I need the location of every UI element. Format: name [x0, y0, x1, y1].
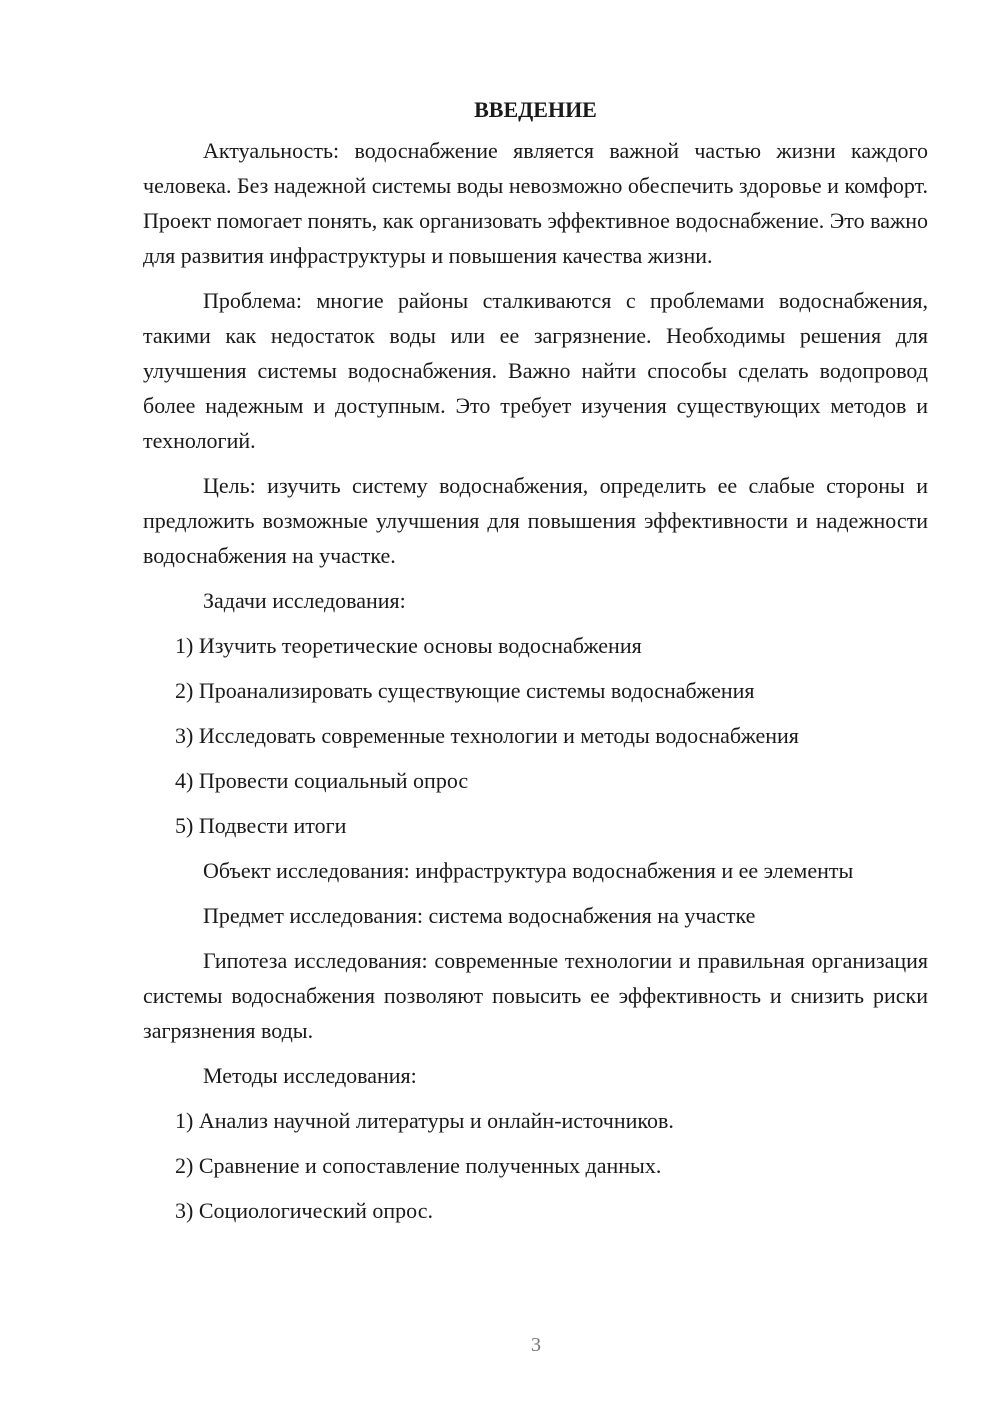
paragraph-hypothesis: Гипотеза исследования: современные технологии и правильная организация системы водоснабжения позволяют повысить ее эффективность и снизить риски загрязнения воды. — [143, 948, 928, 1043]
method-item: 3) Социологический опрос. — [175, 1198, 433, 1223]
method-item: 2) Сравнение и сопоставление полученных данных. — [175, 1153, 662, 1178]
tasks-heading: Задачи исследования: — [203, 588, 406, 613]
paragraph-relevance: Актуальность: водоснабжение является важной частью жизни каждого человека. Без надежной системы воды невозможно обеспечить здоровье и комфорт. Проект помогает понять, как организовать эффективное водоснабжение. Это важно для развития инфраструктуры и повышения качества жизни. — [143, 138, 928, 268]
page-number: 3 — [531, 1334, 541, 1356]
methods-heading: Методы исследования: — [203, 1063, 417, 1088]
task-item: 2) Проанализировать существующие системы водоснабжения — [175, 678, 755, 703]
paragraph-goal: Цель: изучить систему водоснабжения, определить ее слабые стороны и предложить возможные улучшения для повышения эффективности и надежности водоснабжения на участке. — [143, 473, 928, 568]
task-item: 3) Исследовать современные технологии и методы водоснабжения — [175, 723, 799, 748]
page-title: ВВЕДЕНИЕ — [474, 97, 597, 122]
paragraph-problem: Проблема: многие районы сталкиваются с проблемами водоснабжения, такими как недостаток воды или ее загрязнение. Необходимы решения для улучшения системы водоснабжения. Важно найти способы сделать водопровод более надежным и доступным. Это требует изучения существующих методов и технологий. — [143, 288, 928, 453]
paragraph-object: Объект исследования: инфраструктура водоснабжения и ее элементы — [203, 858, 854, 883]
task-item: 5) Подвести итоги — [175, 813, 347, 838]
method-item: 1) Анализ научной литературы и онлайн-источников. — [175, 1108, 674, 1133]
task-item: 4) Провести социальный опрос — [175, 768, 469, 793]
task-item: 1) Изучить теоретические основы водоснабжения — [175, 633, 642, 658]
paragraph-subject: Предмет исследования: система водоснабжения на участке — [203, 903, 756, 928]
